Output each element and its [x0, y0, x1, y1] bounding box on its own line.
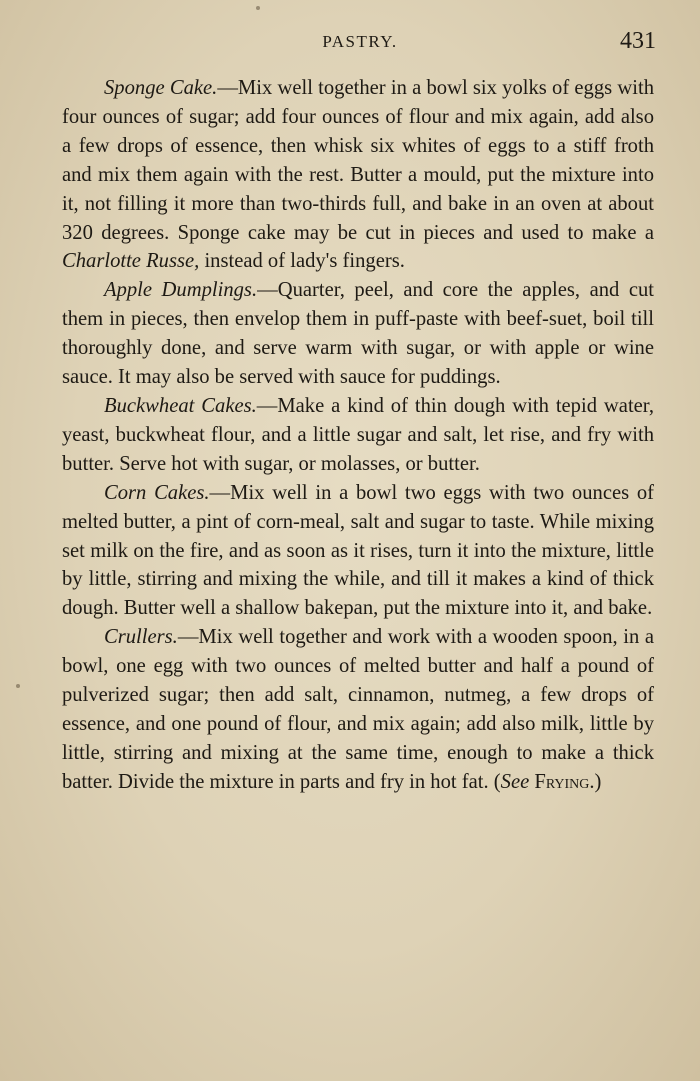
cross-reference-open: ( [493, 770, 501, 793]
recipe-text: —Make a kind of thin dough with tepid water, yeast, buckwheat flour, and a little sugar and salt, let rise, and fry with butter. Serve hot with sugar, or molasses, or butter. [62, 394, 654, 475]
recipe-title: Apple Dumplings. [104, 279, 258, 302]
cross-reference-close: .) [589, 770, 602, 793]
recipe-title: Corn Cakes. [104, 481, 210, 504]
recipe-apple-dumplings [62, 276, 654, 392]
page-number: 431 [620, 28, 656, 54]
recipe-title: Buckwheat Cakes. [104, 394, 257, 417]
recipe-buckwheat-cakes [62, 392, 654, 479]
ink-speck [256, 6, 260, 10]
recipe-sponge-cake [62, 74, 654, 276]
running-head: PASTRY. [322, 32, 398, 51]
recipe-corn-cakes [62, 479, 654, 624]
recipe-text: —Mix well in a bowl two eggs with two ounces of melted butter, a pint of corn-meal, salt and sugar to taste. While mixing set milk on the fire, and as soon as it rises, turn it into the mixture, little by little, stirring and mixing the while, and till it makes a kind of thick dough. Butter well a shallow bakepan, put the mixture into it, and bake. [62, 481, 654, 620]
cross-reference [494, 771, 602, 793]
cross-reference-target: Frying [534, 770, 590, 793]
recipe-text: —Mix well together and work with a wooden spoon, in a bowl, one egg with two ounces of melted butter and half a pound of pulverized sugar; then add salt, cinnamon, nutmeg, a few drops of essence, and one pound of flour, and mix again; add also milk, little by little, stirring and mixing at the same time, enough to make a thick batter. Divide the mixture in parts and fry in hot fat. [62, 626, 654, 793]
recipe-title: Crullers. [104, 626, 178, 649]
page-header [60, 28, 660, 62]
recipe-emphasis: Charlotte Russe, [62, 250, 200, 273]
cross-reference-label: See [500, 770, 530, 793]
page-body [62, 74, 654, 797]
recipe-text: —Mix well together in a bowl six yolks of eggs with four ounces of sugar; add four ounces of flour and mix again, add also a few drops of essence, then whisk six whites of eggs to a stiff froth and mix them again with the rest. Butter a mould, put the mixture into it, not filling it more than two-thirds full, and bake in an oven at about 320 degrees. Sponge cake may be cut in pieces and used to make a [62, 77, 654, 244]
recipe-title: Sponge Cake. [104, 77, 218, 99]
recipe-text-after: instead of lady's fingers. [199, 250, 405, 273]
recipe-crullers [62, 623, 654, 796]
recipe-text: —Quarter, peel, and core the apples, and cut them in pieces, then envelop them in puff-paste with beef-suet, boil till thoroughly done, and serve warm with sugar, or with apple or wine sauce. It may also be served with sauce for puddings. [62, 279, 654, 389]
ink-speck [16, 684, 20, 688]
